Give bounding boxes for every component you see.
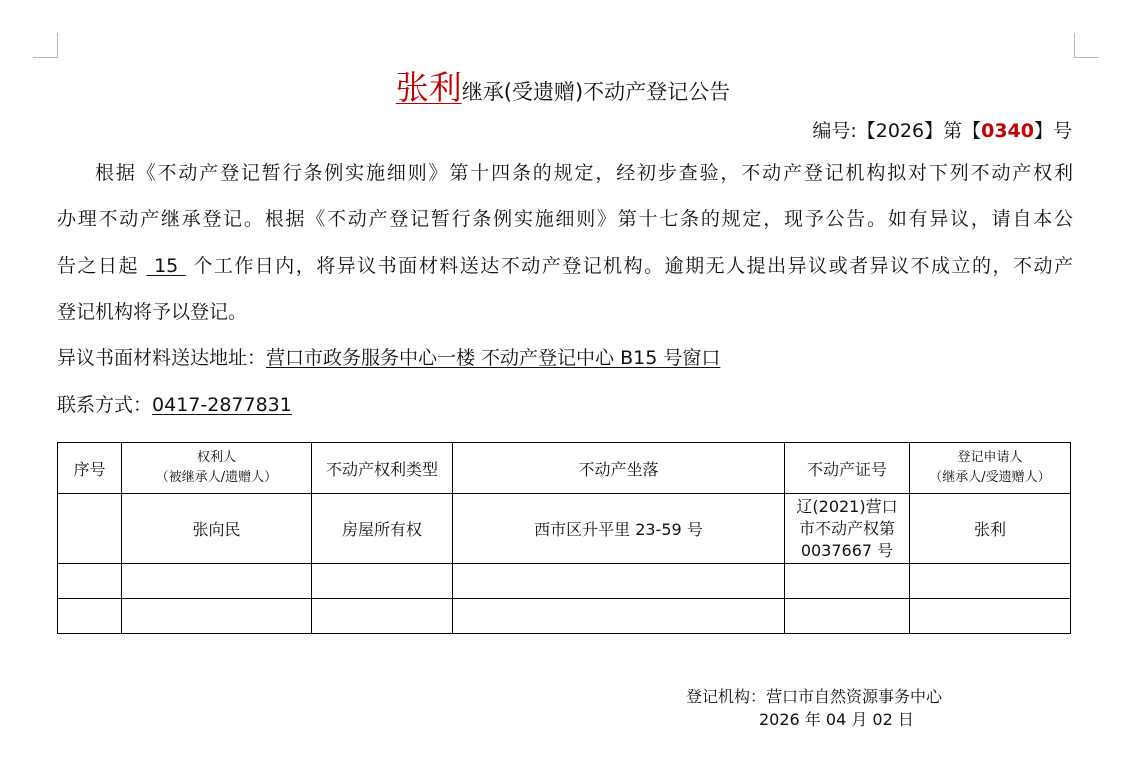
title-person-name: 张利: [395, 68, 462, 107]
contact-label: 联系方式：: [57, 394, 153, 416]
contact-line: [57, 392, 1073, 418]
doc-number-value: 0340: [981, 120, 1034, 142]
property-table: [57, 442, 1071, 634]
header-type: 不动产权利类型: [312, 443, 453, 494]
doc-number-suffix: 】号: [1033, 120, 1072, 142]
document-number: [812, 116, 1072, 143]
contact-value: 0417-2877831: [152, 394, 292, 416]
address-value: 营口市政务服务中心一楼 不动产登记中心 B15 号窗口: [266, 347, 721, 369]
doc-number-prefix: 编号:【2026】第【: [812, 120, 982, 142]
address-line: [57, 345, 1073, 371]
body-line-3-prefix: 告之日起: [57, 255, 139, 277]
header-holder-sub: （被继承人/遗赠人）: [155, 470, 278, 485]
header-cert: 不动产证号: [785, 443, 910, 494]
body-line-4: 登记机构将予以登记。: [57, 301, 248, 323]
table-row-empty: [58, 599, 1071, 634]
header-applicant-sub: （继承人/受遗赠人）: [929, 470, 1051, 485]
table-header-row: [58, 443, 1071, 494]
body-line-1: 根据《不动产登记暂行条例实施细则》第十四条的规定，经初步查验，不动产登记机构拟对下列不动产权利: [95, 162, 1073, 184]
header-applicant: [910, 443, 1071, 494]
cert-line-2: 市不动产权第: [798, 518, 895, 538]
notice-date: 2026 年 04 月 02 日: [759, 710, 914, 729]
page-corner-mark-top-left: [33, 33, 58, 58]
cell-cert: [785, 494, 910, 564]
header-location: 不动产坐落: [453, 443, 785, 494]
cell-holder: 张向民: [122, 494, 312, 564]
cell-seq: [58, 494, 122, 564]
address-label: 异议书面材料送达地址：: [57, 347, 267, 369]
header-holder-main: 权利人: [196, 450, 236, 465]
page-corner-mark-top-right: [1074, 33, 1099, 58]
notice-title: [0, 62, 1126, 109]
cert-line-1: 辽(2021)营口: [796, 496, 898, 516]
header-seq: 序号: [58, 443, 122, 494]
header-holder: [122, 443, 312, 494]
table-row: [58, 494, 1071, 564]
body-line-3: [57, 253, 1073, 279]
registration-authority: 登记机构：营口市自然资源事务中心: [686, 687, 943, 706]
title-text: 继承(受遗赠)不动产登记公告: [461, 80, 731, 104]
cell-applicant: 张利: [910, 494, 1071, 564]
cell-location: 西市区升平里 23-59 号: [453, 494, 785, 564]
cert-line-3: 0037667 号: [800, 540, 894, 560]
body-line-2: 办理不动产继承登记。根据《不动产登记暂行条例实施细则》第十七条的规定，现予公告。如有异议，请自本公: [57, 208, 1073, 230]
header-applicant-main: 登记申请人: [957, 450, 1023, 465]
table-row-empty: [58, 564, 1071, 599]
body-line-3-suffix: 个工作日内，将异议书面材料送达不动产登记机构。逾期无人提出异议或者异议不成立的，不动产: [193, 255, 1074, 277]
cell-type: 房屋所有权: [312, 494, 453, 564]
objection-days: 15: [146, 255, 186, 277]
